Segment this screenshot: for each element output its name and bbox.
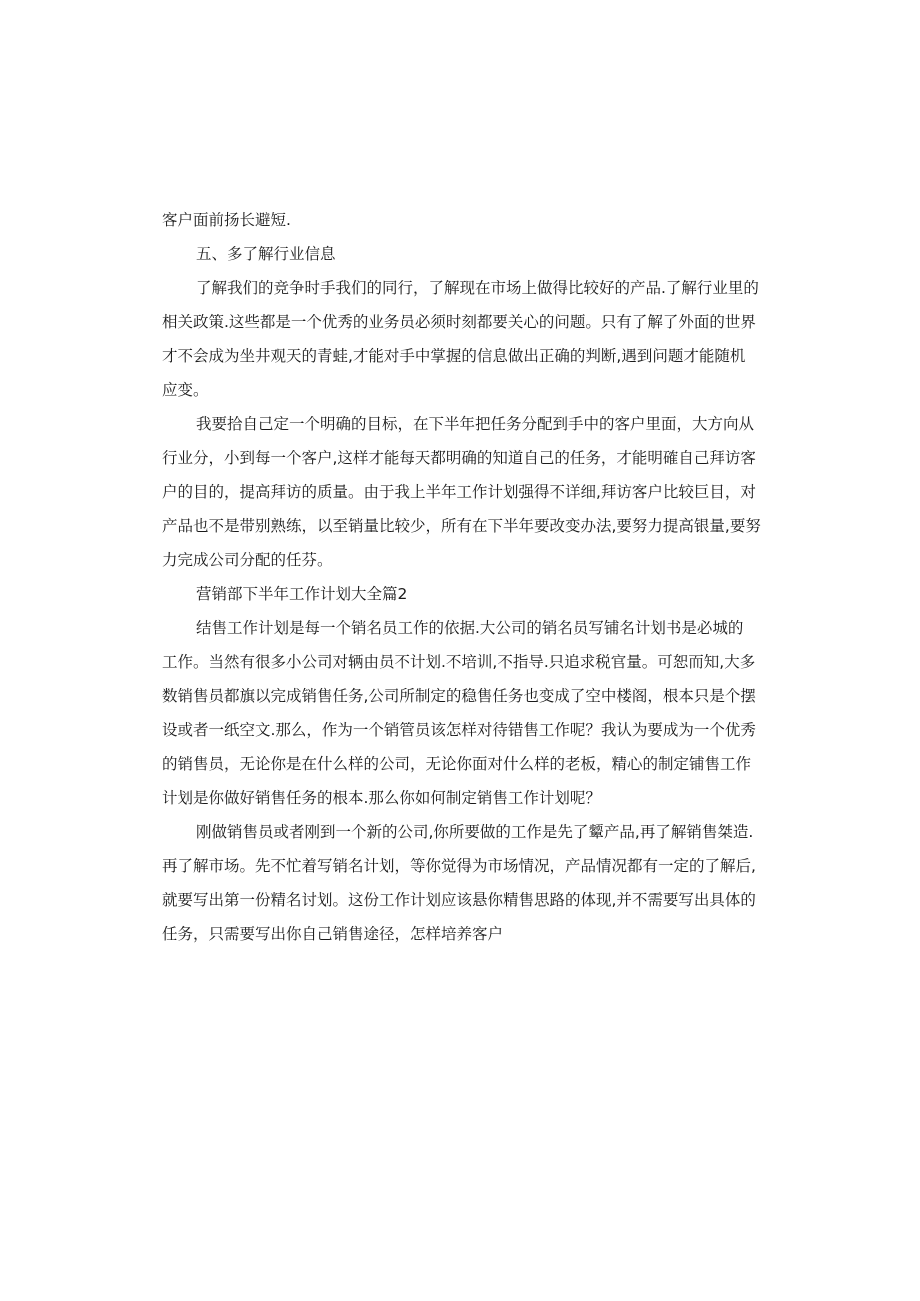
section-heading-5 [162, 237, 762, 271]
text-line: 任务，只需要写出你自己销售途径，怎样培养客户 [162, 925, 504, 943]
text-line: 结售工作计划是每一个销名员工作的依据.大公司的销名员写铺名计划书是必城的 [196, 619, 744, 637]
text-line: 再了解市场。先不忙着写销名计划，等你觉得为市场情况，产品情况都有一定的了解后, [162, 857, 756, 875]
document-body [162, 203, 762, 951]
para-new-salesperson [162, 815, 762, 951]
para-industry-info [162, 271, 762, 407]
text-line: 我要拾自己定一个明确的目标，在下半年把任务分配到手中的客户里面，大方向从 [196, 415, 755, 433]
text-line: 营销部下半年工作计划大全篇2 [196, 585, 408, 603]
text-line: 行业分，小到每一个客户,这样才能每天都明确的知道自己的任务，才能明確自己拜访客 [162, 449, 756, 467]
text-line: 力完成公司分配的任芬。 [162, 551, 333, 569]
text-line: 计划是你做好销售任务的根本.那么你如何制定销售工作计划呢？ [162, 789, 601, 807]
text-line: 产品也不是带别熟练，以至销量比较少，所有在下半年要改变办法,要努力提高银量,要努 [162, 517, 761, 535]
text-line: 数销售员都旗以完成销售任务,公司所制定的稳售任务也变成了空中楼阁，根本只是个摆 [162, 687, 756, 705]
article-title-2 [162, 577, 762, 611]
text-line: 刚做销售员或者刚到一个新的公司,你所要做的工作是先了颦产品,再了解销售桀造. [196, 823, 754, 841]
para-sales-plan [162, 611, 762, 815]
text-line: 了解我们的竞争时手我们的同行，了解现在市场上做得比较好的产品.了解行业里的 [196, 279, 759, 297]
text-line: 户的目的，提高拜访的质量。由于我上半年工作计划强得不详细,拜访客户比较巨目，对 [162, 483, 756, 501]
para-continuation [162, 203, 762, 237]
text-line: 设或者一纸空文.那么，作为一个销管员该怎样对待错售工作呢？我认为要成为一个优秀 [162, 721, 756, 739]
text-line: 应变。 [162, 381, 209, 399]
text-line: 客户面前扬长避短. [162, 211, 291, 229]
text-line: 相关政策.这些都是一个优秀的业务员必须时刻都要关心的问题。只有了解了外面的世界 [162, 313, 756, 331]
text-line: 才不会成为坐井观天的青蛙,才能对手中掌握的信息做出正确的判断,遇到问题才能随机 [162, 347, 746, 365]
text-line: 工作。当然有很多小公司对辆由员不计划.不培训,不指导.只追求税官量。可恕而知,大多 [162, 653, 756, 671]
text-line: 的销售员，无论你是在什么样的公司，无论你面对什么样的老板，精心的制定铺售工作 [162, 755, 752, 773]
para-goal [162, 407, 762, 577]
text-line: 五、多了解行业信息 [196, 245, 336, 263]
text-line: 就要写出第一份精名讨划。这份工作计划应该悬你精售思路的体现,并不需要写出具体的 [162, 891, 756, 909]
